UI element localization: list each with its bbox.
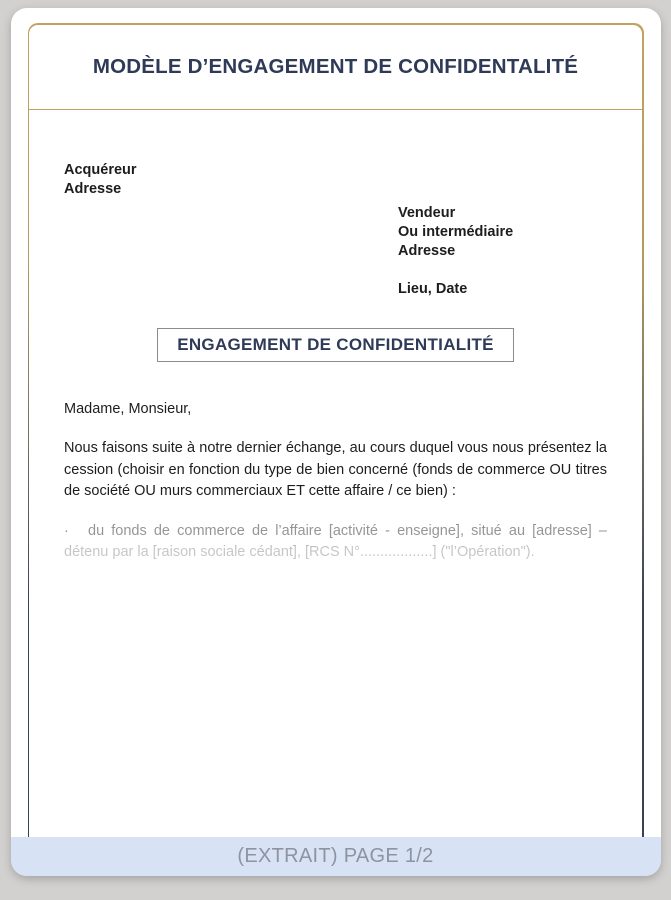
page-title: MODÈLE D’ENGAGEMENT DE CONFIDENTALITÉ	[92, 54, 579, 78]
confidentiality-title: ENGAGEMENT DE CONFIDENTIALITÉ	[177, 334, 494, 354]
document-body	[29, 161, 642, 564]
document-sheet	[29, 25, 642, 838]
seller-label: Vendeur	[398, 204, 456, 221]
seller-block	[64, 204, 607, 299]
salutation: Madame, Monsieur,	[64, 400, 192, 417]
acquirer-address-label: Adresse	[64, 180, 122, 197]
confidentiality-title-box	[157, 328, 514, 362]
seller-address-label: Adresse	[398, 242, 456, 259]
intro-paragraph: Nous faisons suite à notre dernier échange, au cours duquel vous nous présentez la cession (choisir en fonction du type de bien concerné (fonds de commerce OU titres de société OU murs commerciaux ET cette affaire / ce bien) :	[64, 440, 607, 499]
document-card	[11, 8, 661, 876]
place-date-label: Lieu, Date	[398, 280, 468, 297]
acquirer-block	[64, 161, 607, 199]
bullet-text: du fonds de commerce de l’affaire [activité - enseigne], situé au [adresse] – détenu par la [raison sociale cédant], [RCS N°..................] ("l’Opération").	[64, 522, 607, 560]
seller-intermediary-label: Ou intermédiaire	[398, 223, 514, 240]
document-header	[29, 25, 642, 110]
extract-page-footer	[11, 837, 661, 876]
boxed-title-row	[64, 328, 607, 362]
faded-bullet-item	[64, 521, 607, 564]
bullet-marker: ·	[64, 522, 69, 539]
acquirer-label: Acquéreur	[64, 161, 137, 178]
extract-page-label: (EXTRAIT) PAGE 1/2	[237, 845, 434, 867]
gradient-frame-border	[28, 23, 644, 837]
